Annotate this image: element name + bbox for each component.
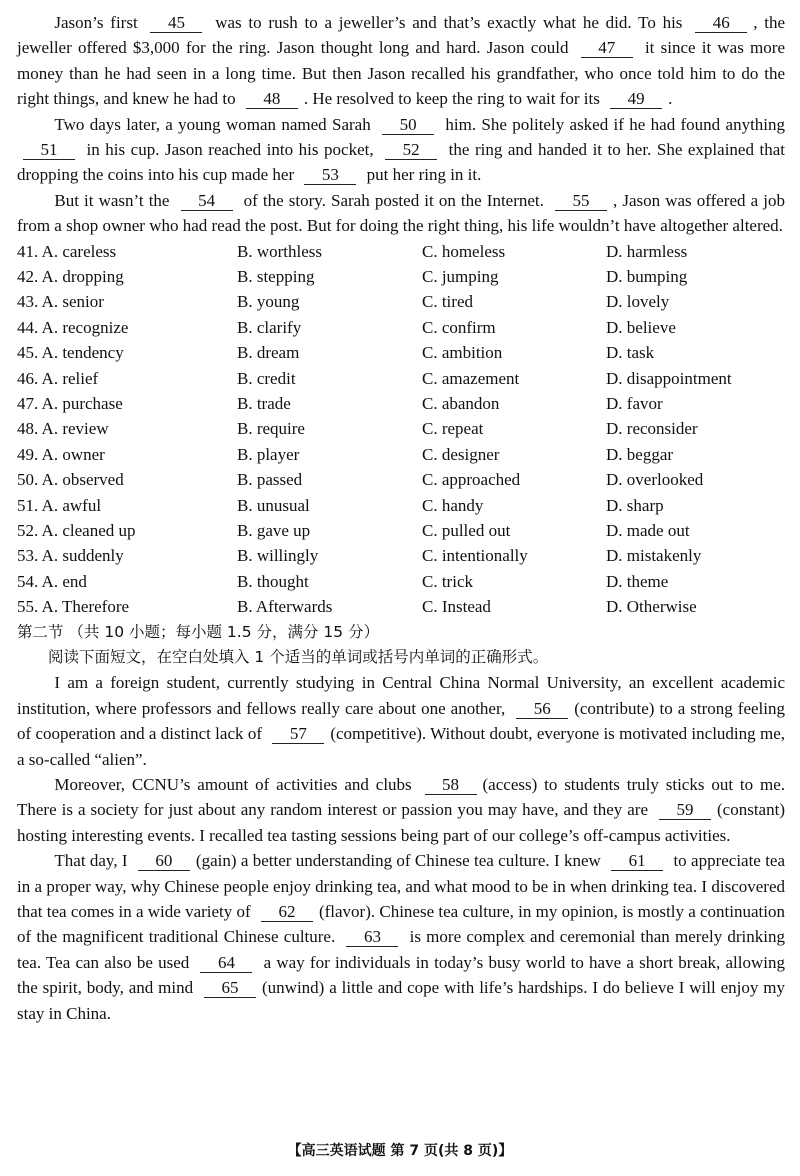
text-segment: (unwind) a little and cope with life’s hardships. I do believe I will enjoy my stay in China. bbox=[17, 978, 785, 1023]
option-a: 50. A. observed bbox=[17, 470, 124, 490]
text-segment: in his cup. Jason reached into his pocket, bbox=[81, 140, 380, 160]
blank-54: 54 bbox=[181, 192, 233, 211]
blank-48: 48 bbox=[246, 90, 298, 109]
option-d: D. mistakenly bbox=[606, 546, 702, 566]
text-segment: a way for individuals in today’s busy world to have a short break, allowing the spirit, body, and mind bbox=[17, 952, 785, 998]
text-segment: (gain) a better understanding of Chinese tea culture. I knew bbox=[195, 851, 606, 871]
option-d: D. lovely bbox=[606, 292, 670, 312]
option-d: D. reconsider bbox=[606, 419, 698, 439]
option-b: B. worthless bbox=[237, 241, 322, 261]
paragraph bbox=[17, 112, 785, 188]
option-c: C. Instead bbox=[422, 597, 491, 617]
paragraph bbox=[17, 848, 785, 1026]
blank-50: 50 bbox=[382, 116, 434, 135]
text-segment: was to rush to a jeweller’s and that’s exactly what he did. To his bbox=[208, 13, 690, 32]
exam-page bbox=[17, 10, 785, 1026]
text-segment: (access) to students truly sticks out to me. There is a society for just about any random interest or passion you may have, and they are bbox=[17, 774, 785, 820]
text-segment: it since it was more money than he had seen in a long time. But then Jason recalled his grandfather, who once told him to do the right things, and knew he had to bbox=[17, 38, 785, 109]
text-segment: Moreover, CCNU’s amount of activities and clubs bbox=[54, 774, 419, 794]
text-segment: the ring and handed it to her. She explained that dropping the coins into his cup made her bbox=[17, 140, 785, 185]
blank-60: 60 bbox=[138, 852, 190, 871]
paragraph bbox=[17, 772, 785, 848]
option-c: C. amazement bbox=[422, 368, 520, 388]
option-a: 52. A. cleaned up bbox=[17, 520, 136, 540]
blank-58: 58 bbox=[425, 776, 477, 795]
text-segment: him. She politely asked if he had found anything bbox=[440, 114, 786, 134]
option-c: C. approached bbox=[422, 470, 521, 490]
option-a: 41. A. careless bbox=[17, 241, 117, 261]
text-segment: But it wasn’t the bbox=[54, 190, 175, 210]
option-a: 49. A. owner bbox=[17, 444, 105, 464]
text-segment: , Jason was offered a job from a shop owner who had read the post. But for doing the right thing, his life wouldn’t have altogether altered. bbox=[17, 190, 785, 236]
text-segment: (constant) hosting interesting events. I recalled tea tasting sessions being part of our college’s off-campus activities. bbox=[17, 800, 785, 845]
option-a: 42. A. dropping bbox=[17, 267, 124, 287]
option-d: D. made out bbox=[606, 520, 690, 540]
text-segment: (flavor). Chinese tea culture, in my opinion, is mostly a continuation of the magnificent traditional Chinese culture. bbox=[17, 901, 785, 947]
option-d: D. disappointment bbox=[606, 368, 732, 388]
blank-65: 65 bbox=[204, 979, 256, 998]
text-segment: is more complex and ceremonial than merely drinking tea. Tea can also be used bbox=[17, 927, 785, 972]
text-segment: . bbox=[668, 89, 673, 109]
blank-64: 64 bbox=[200, 954, 252, 973]
option-b: B. passed bbox=[237, 470, 303, 490]
option-d: D. Otherwise bbox=[606, 597, 697, 617]
blank-51: 51 bbox=[23, 141, 75, 160]
option-b: B. young bbox=[237, 292, 300, 312]
option-a: 48. A. review bbox=[17, 419, 109, 439]
blank-56: 56 bbox=[516, 700, 568, 719]
text-segment: . He resolved to keep the ring to wait for its bbox=[303, 89, 605, 109]
options-table bbox=[17, 239, 785, 620]
option-a: 45. A. tendency bbox=[17, 343, 124, 363]
option-d: D. sharp bbox=[606, 495, 664, 515]
question-row bbox=[17, 289, 785, 314]
blank-57: 57 bbox=[272, 725, 324, 744]
paragraph bbox=[17, 670, 785, 772]
question-row bbox=[17, 315, 785, 340]
question-row bbox=[17, 467, 785, 492]
option-b: B. credit bbox=[237, 368, 296, 388]
option-c: C. designer bbox=[422, 444, 500, 464]
option-c: C. intentionally bbox=[422, 546, 528, 566]
option-a: 53. A. suddenly bbox=[17, 546, 124, 566]
grammar-fill-passage bbox=[17, 670, 785, 1026]
question-row bbox=[17, 569, 785, 594]
text-segment: , the jeweller offered $3,000 for the ring. Jason thought long and hard. Jason could bbox=[17, 13, 785, 58]
question-row bbox=[17, 239, 785, 264]
text-segment: That day, I bbox=[54, 851, 132, 871]
option-c: C. tired bbox=[422, 292, 473, 312]
question-row bbox=[17, 391, 785, 416]
option-a: 55. A. Therefore bbox=[17, 597, 130, 617]
section-instruction: 阅读下面短文，在空白处填入 1 个适当的单词或括号内单词的正确形式。 bbox=[48, 647, 549, 666]
blank-49: 49 bbox=[610, 90, 662, 109]
blank-59: 59 bbox=[659, 801, 711, 820]
option-b: B. willingly bbox=[237, 546, 319, 566]
text-segment: Two days later, a young woman named Sarah bbox=[54, 114, 377, 134]
section-heading: 第二节 （共 10 小题；每小题 1.5 分，满分 15 分） bbox=[17, 622, 380, 641]
option-c: C. repeat bbox=[422, 419, 484, 439]
option-a: 46. A. relief bbox=[17, 368, 99, 388]
text-segment: (contribute) to a strong feeling of cooperation and a distinct lack of bbox=[17, 698, 785, 744]
paragraph bbox=[17, 188, 785, 239]
option-c: C. confirm bbox=[422, 317, 496, 337]
blank-45: 45 bbox=[150, 14, 202, 33]
blank-61: 61 bbox=[611, 852, 663, 871]
text-segment: (competitive). Without doubt, everyone is motivated including me, a so-called “alien”. bbox=[17, 724, 785, 769]
blank-53: 53 bbox=[304, 166, 356, 185]
text-segment: I am a foreign student, currently studying in Central China Normal University, an excellent academic institution, where professors and fellows really care about one another, bbox=[17, 673, 785, 718]
text-segment: of the story. Sarah posted it on the Internet. bbox=[238, 190, 549, 210]
option-d: D. theme bbox=[606, 571, 669, 591]
option-c: C. pulled out bbox=[422, 520, 511, 540]
option-a: 54. A. end bbox=[17, 571, 87, 591]
option-b: B. require bbox=[237, 419, 305, 439]
page-footer: 【高三英语试题 第 7 页(共 8 页)】 bbox=[287, 1143, 513, 1159]
option-d: D. believe bbox=[606, 317, 676, 337]
blank-63: 63 bbox=[346, 928, 398, 947]
question-row bbox=[17, 493, 785, 518]
option-c: C. abandon bbox=[422, 394, 500, 413]
option-d: D. harmless bbox=[606, 241, 688, 261]
question-row bbox=[17, 543, 785, 568]
question-row bbox=[17, 340, 785, 365]
option-c: C. ambition bbox=[422, 343, 503, 363]
option-d: D. favor bbox=[606, 394, 663, 413]
option-b: B. gave up bbox=[237, 520, 311, 540]
option-b: B. unusual bbox=[237, 495, 310, 515]
option-b: B. player bbox=[237, 444, 300, 464]
question-row bbox=[17, 594, 785, 619]
question-row bbox=[17, 416, 785, 441]
option-b: B. Afterwards bbox=[237, 597, 333, 617]
option-c: C. handy bbox=[422, 495, 484, 515]
paragraph bbox=[17, 10, 785, 112]
blank-47: 47 bbox=[581, 39, 633, 58]
option-a: 51. A. awful bbox=[17, 495, 102, 515]
option-c: C. homeless bbox=[422, 241, 506, 261]
option-d: D. beggar bbox=[606, 444, 674, 464]
option-b: B. clarify bbox=[237, 317, 302, 337]
option-c: C. jumping bbox=[422, 267, 499, 287]
blank-55: 55 bbox=[555, 192, 607, 211]
option-a: 43. A. senior bbox=[17, 292, 104, 312]
text-segment: to appreciate tea in a proper way, why Chinese people enjoy drinking tea, and what mood to be in when drinking tea. I discovered that tea comes in a wide variety of bbox=[17, 851, 786, 921]
option-b: B. trade bbox=[237, 394, 291, 413]
option-b: B. dream bbox=[237, 343, 300, 363]
option-d: D. task bbox=[606, 343, 655, 363]
question-row bbox=[17, 518, 785, 543]
option-d: D. bumping bbox=[606, 267, 688, 287]
question-row bbox=[17, 366, 785, 391]
blank-46: 46 bbox=[695, 14, 747, 33]
option-b: B. thought bbox=[237, 571, 309, 591]
option-c: C. trick bbox=[422, 571, 473, 591]
cloze-passage bbox=[17, 10, 785, 239]
text-segment: put her ring in it. bbox=[362, 165, 482, 185]
option-a: 47. A. purchase bbox=[17, 394, 123, 413]
blank-52: 52 bbox=[385, 141, 437, 160]
question-row bbox=[17, 442, 785, 467]
option-b: B. stepping bbox=[237, 267, 315, 287]
option-d: D. overlooked bbox=[606, 470, 704, 490]
blank-62: 62 bbox=[261, 903, 313, 922]
question-row bbox=[17, 264, 785, 289]
option-a: 44. A. recognize bbox=[17, 317, 129, 337]
text-segment: Jason’s first bbox=[54, 13, 145, 32]
